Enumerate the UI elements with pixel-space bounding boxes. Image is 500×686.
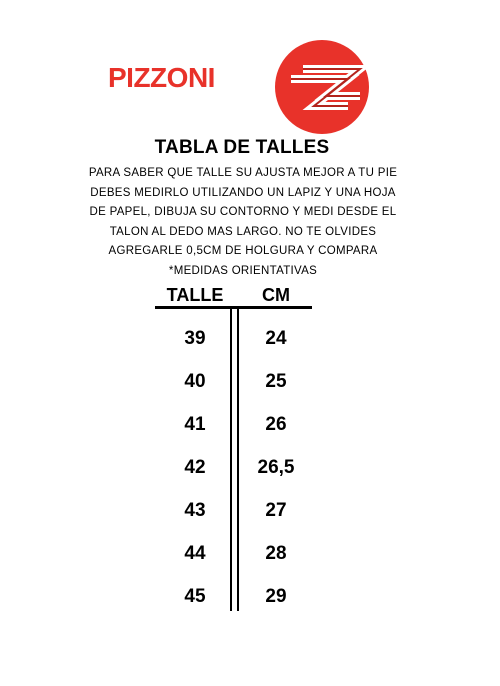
table-row <box>0 586 500 616</box>
talle-cell: 39 <box>184 328 206 349</box>
instruction-line: DEBES MEDIRLO UTILIZANDO UN LAPIZ Y UNA HOJA <box>90 186 396 199</box>
table-row <box>0 457 500 487</box>
table-row <box>0 500 500 530</box>
cm-cell: 29 <box>265 586 287 607</box>
table-row <box>0 543 500 573</box>
talle-cell: 44 <box>184 543 206 564</box>
table-row <box>0 414 500 444</box>
table-row <box>0 371 500 401</box>
cm-cell: 26,5 <box>257 457 295 478</box>
talle-cell: 45 <box>184 586 206 607</box>
talle-cell: 41 <box>184 414 206 435</box>
brand-logo-icon <box>270 38 374 136</box>
column-header-cm: CM <box>262 285 290 305</box>
table-row <box>0 328 500 358</box>
talle-cell: 42 <box>184 457 206 478</box>
instruction-note: *MEDIDAS ORIENTATIVAS <box>168 264 318 277</box>
cm-cell: 26 <box>265 414 287 435</box>
talle-cell: 43 <box>184 500 206 521</box>
cm-cell: 28 <box>265 543 287 564</box>
brand-wordmark: PIZZONI <box>108 62 215 93</box>
column-header-talle: TALLE <box>166 285 224 305</box>
cm-cell: 25 <box>265 371 287 392</box>
instructions-text <box>88 164 398 282</box>
instruction-line: TALON AL DEDO MAS LARGO. NO TE OLVIDES <box>109 225 377 238</box>
page-title: TABLA DE TALLES <box>154 137 330 158</box>
table-header-divider <box>155 306 312 309</box>
cm-cell: 24 <box>265 328 287 349</box>
instruction-line: PARA SABER QUE TALLE SU AJUSTA MEJOR A TU PIE <box>88 167 398 179</box>
talle-cell: 40 <box>184 371 206 392</box>
instruction-line: DE PAPEL, DIBUJA SU CONTORNO Y MEDI DESDE EL <box>89 206 397 219</box>
cm-cell: 27 <box>265 500 287 521</box>
instruction-line: AGREGARLE 0,5CM DE HOLGURA Y COMPARA <box>108 245 378 258</box>
